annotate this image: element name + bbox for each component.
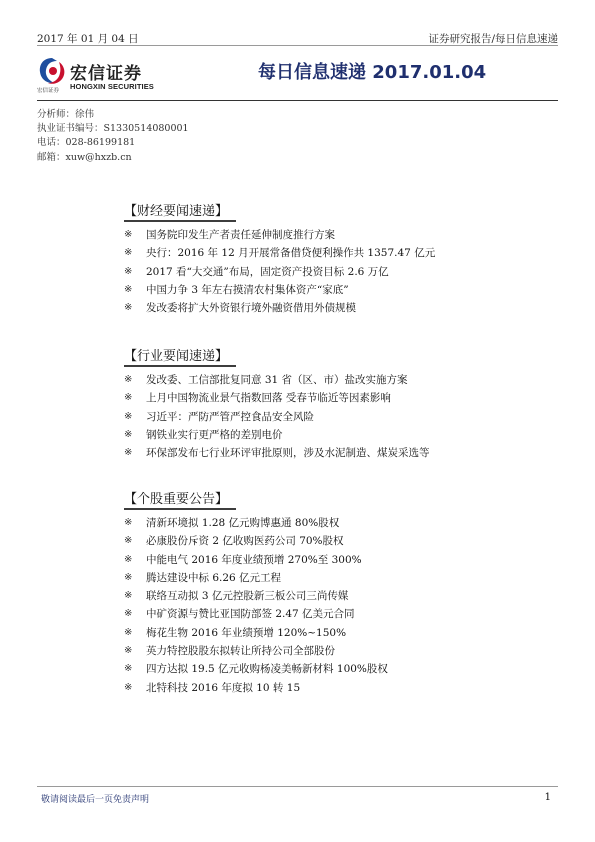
bullet-icon: ※ <box>124 229 133 240</box>
bullet-icon: ※ <box>124 392 133 404</box>
bullet-icon: ※ <box>124 410 133 422</box>
bullet-icon: ※ <box>124 626 133 638</box>
bullet-icon: ※ <box>124 247 133 259</box>
list-item <box>124 426 504 444</box>
list-item <box>124 624 504 642</box>
item-text: 上月中国物流业景气指数回落 受春节临近等因素影响 <box>146 392 391 405</box>
page-title: 每日信息速递 2017.01.04 <box>258 62 487 83</box>
list-item <box>124 281 504 299</box>
analyst-phone: 电话：028-86199181 <box>37 137 136 149</box>
list-item <box>124 226 504 244</box>
logo-small-text: 宏信证券 <box>37 88 60 94</box>
item-text: 中能电气 2016 年度业绩预增 270%至 300% <box>146 553 362 566</box>
bullet-icon: ※ <box>124 608 133 620</box>
section-underline <box>124 365 236 367</box>
section-underline <box>124 220 236 222</box>
list-item <box>124 408 504 426</box>
logo-name-en: HONGXIN SECURITIES <box>70 82 154 91</box>
analyst-license: 执业证书编号：S1330514080001 <box>37 123 189 135</box>
bullet-icon: ※ <box>124 663 133 675</box>
bullet-icon: ※ <box>124 681 133 693</box>
report-type: 证券研究报告/每日信息速递 <box>428 33 558 45</box>
bullet-icon: ※ <box>124 571 133 583</box>
item-text: 2017 看“大交通”布局，固定资产投资目标 2.6 万亿 <box>146 265 389 278</box>
list-item <box>124 642 504 660</box>
section-heading: 【行业要闻速递】 <box>124 349 229 364</box>
item-text: 四方达拟 19.5 亿元收购杨凌美畅新材料 100%股权 <box>146 663 388 676</box>
company-logo <box>37 55 177 97</box>
bullet-icon: ※ <box>124 553 133 565</box>
list-item <box>124 569 504 587</box>
section-finance-news <box>124 200 504 317</box>
item-text: 清新环境拟 1.28 亿元购博惠通 80%股权 <box>146 517 340 529</box>
list-item <box>124 299 504 317</box>
analyst-email[interactable]: 邮箱：xuw@hxzb.cn <box>37 151 132 163</box>
list-item <box>124 660 504 678</box>
bullet-icon: ※ <box>124 374 133 385</box>
section-heading: 【财经要闻速递】 <box>124 204 229 219</box>
disclaimer-link[interactable]: 敬请阅读最后一页免责声明 <box>41 795 150 805</box>
item-text: 腾达建设中标 6.26 亿元工程 <box>146 571 282 584</box>
item-text: 必康股份斥资 2 亿收购医药公司 70%股权 <box>146 535 344 548</box>
section-underline <box>124 508 236 510</box>
page-number: 1 <box>544 792 551 803</box>
bullet-icon: ※ <box>124 535 133 547</box>
item-text: 央行：2016 年 12 月开展常备借贷便利操作共 1357.47 亿元 <box>146 247 436 260</box>
bullet-icon: ※ <box>124 645 133 657</box>
bullet-icon: ※ <box>124 428 133 440</box>
footer-divider <box>37 786 558 787</box>
list-item <box>124 587 504 605</box>
item-text: 梅花生物 2016 年业绩预增 120%~150% <box>146 626 347 639</box>
list-item <box>124 263 504 281</box>
item-text: 英力特控股股东拟转让所持公司全部股份 <box>146 645 335 658</box>
bullet-icon: ※ <box>124 517 133 528</box>
list-item <box>124 605 504 623</box>
list-item <box>124 514 504 532</box>
bullet-icon: ※ <box>124 590 133 602</box>
item-text: 国务院印发生产者责任延伸制度推行方案 <box>146 229 335 241</box>
bullet-icon: ※ <box>124 447 133 459</box>
section-stock-announcements <box>124 488 504 697</box>
item-text: 中矿资源与赞比亚国防部签 2.47 亿美元合同 <box>146 608 355 621</box>
list-item <box>124 679 504 697</box>
item-text: 环保部发布七行业环评审批原则，涉及水泥制造、煤炭采选等 <box>146 447 430 460</box>
item-text: 发改委、工信部批复同意 31 省（区、市）盐改实施方案 <box>146 374 408 386</box>
list-item <box>124 551 504 569</box>
item-text: 北特科技 2016 年度拟 10 转 15 <box>146 681 301 694</box>
logo-emblem-icon <box>37 55 67 87</box>
list-item <box>124 444 504 462</box>
bullet-icon: ※ <box>124 265 133 277</box>
item-text: 联络互动拟 3 亿元控股新三板公司三尚传媒 <box>146 590 349 603</box>
section-heading: 【个股重要公告】 <box>124 492 229 507</box>
item-text: 习近平：严防严管严控食品安全风险 <box>146 410 314 423</box>
analyst-info <box>37 108 189 165</box>
header-divider <box>37 100 558 101</box>
bullet-icon: ※ <box>124 302 133 314</box>
analyst-name: 分析师：徐伟 <box>37 109 95 120</box>
top-divider <box>37 45 558 46</box>
item-text: 钢铁业实行更严格的差别电价 <box>146 428 283 441</box>
list-item <box>124 371 504 389</box>
report-date: 2017 年 01 月 04 日 <box>37 33 139 45</box>
list-item <box>124 532 504 550</box>
bullet-icon: ※ <box>124 283 133 295</box>
list-item <box>124 389 504 407</box>
item-text: 中国力争 3 年左右摸清农村集体资产“家底” <box>146 283 349 296</box>
logo-name-cn: 宏信证券 <box>70 64 142 84</box>
list-item <box>124 244 504 262</box>
item-text: 发改委将扩大外资银行境外融资借用外债规模 <box>146 302 356 315</box>
section-industry-news <box>124 345 504 462</box>
